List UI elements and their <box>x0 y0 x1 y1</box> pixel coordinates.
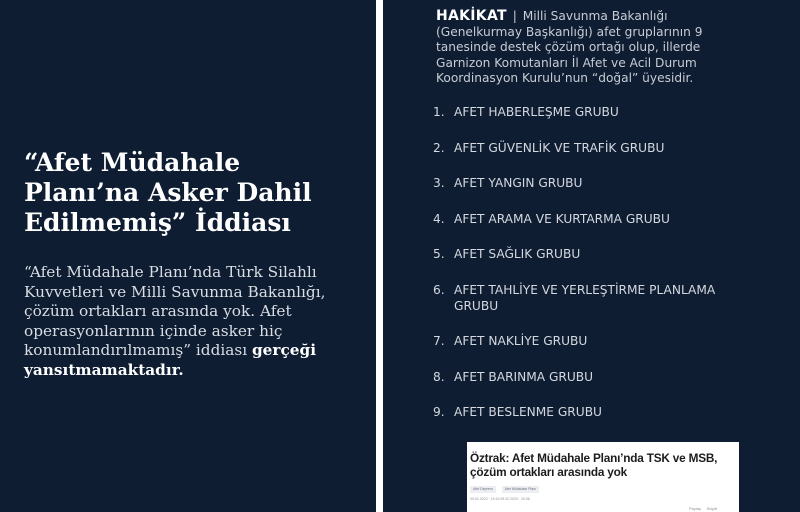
verdict-tag: HAKİKAT <box>436 8 507 24</box>
group-label: AFET SAĞLIK GRUBU <box>454 247 581 261</box>
news-headline[interactable]: Öztrak: Afet Müdahale Planı’nda TSK ve MSB, çözüm ortakları arasında yok <box>470 451 718 479</box>
group-number: 2. <box>433 140 445 155</box>
verdict-separator: | <box>512 9 517 23</box>
news-tag[interactable]: Afet Müdahale Planı <box>502 486 540 493</box>
claim-quote-emphasis: gerçeği yansıtmamaktadır. <box>24 341 317 379</box>
group-number: 8. <box>433 369 445 384</box>
group-number: 7. <box>433 334 445 348</box>
group-number: 4. <box>433 211 445 226</box>
claim-quote <box>24 263 342 380</box>
group-label: AFET YANGIN GRUBU <box>454 176 583 190</box>
group-label: AFET GÜVENLİK VE TRAFİK GRUBU <box>454 140 665 155</box>
news-timestamps: 09.02.2023 · 19:15 09.02.2023 · 20:36 <box>470 497 530 501</box>
group-number: 5. <box>433 247 445 261</box>
group-number: 1. <box>433 105 445 119</box>
group-item <box>433 404 733 420</box>
group-number: 9. <box>433 405 445 419</box>
group-item <box>433 333 733 349</box>
news-actions <box>689 506 717 511</box>
group-label: AFET BARINMA GRUBU <box>454 369 594 384</box>
group-number: 3. <box>433 176 445 190</box>
news-screenshot-card[interactable] <box>467 442 739 512</box>
group-label: AFET BESLENME GRUBU <box>454 405 602 419</box>
group-label: AFET HABERLEŞME GRUBU <box>454 105 619 119</box>
group-item <box>433 369 733 385</box>
group-number: 6. <box>433 282 445 297</box>
group-item <box>433 246 733 262</box>
group-label: AFET TAHLİYE VE YERLEŞTİRME PLANLAMA GRUBU <box>454 282 716 313</box>
fact-panel <box>383 0 800 512</box>
group-item <box>433 175 733 191</box>
zoom-button[interactable]: Büyüt <box>707 506 718 511</box>
claim-title: “Afet Müdahale Planı’na Asker Dahil Edilmemiş” İddiası <box>24 148 312 237</box>
news-tag-list <box>470 486 539 493</box>
claim-quote-text: “Afet Müdahale Planı’nda Türk Silahlı Kuvvetleri ve Milli Savunma Bakanlığı, çözüm ortakları arasında yok. Afet operasyonlarının içinde asker hiç konumlandırılmamış” iddiası <box>24 263 326 359</box>
verdict-text: Milli Savunma Bakanlığı (Genelkurmay Başkanlığı) afet gruplarının 9 tanesinde destek çözüm ortağı olup, illerde Garnizon Komutanları İl Afet ve Acil Durum Koordinasyon Kurulu’nun “doğal” üyesidir. <box>436 9 703 85</box>
group-item <box>433 140 733 156</box>
group-item <box>433 104 733 120</box>
claim-panel <box>0 0 376 512</box>
verdict-paragraph <box>436 9 726 87</box>
share-button[interactable]: Paylaş <box>689 506 702 511</box>
disaster-group-list <box>433 104 733 440</box>
group-item <box>433 211 733 227</box>
group-item <box>433 282 733 314</box>
group-label: AFET ARAMA VE KURTARMA GRUBU <box>454 211 670 226</box>
group-label: AFET NAKLİYE GRUBU <box>454 334 588 348</box>
news-tag[interactable]: Afet Deprem <box>470 486 496 493</box>
